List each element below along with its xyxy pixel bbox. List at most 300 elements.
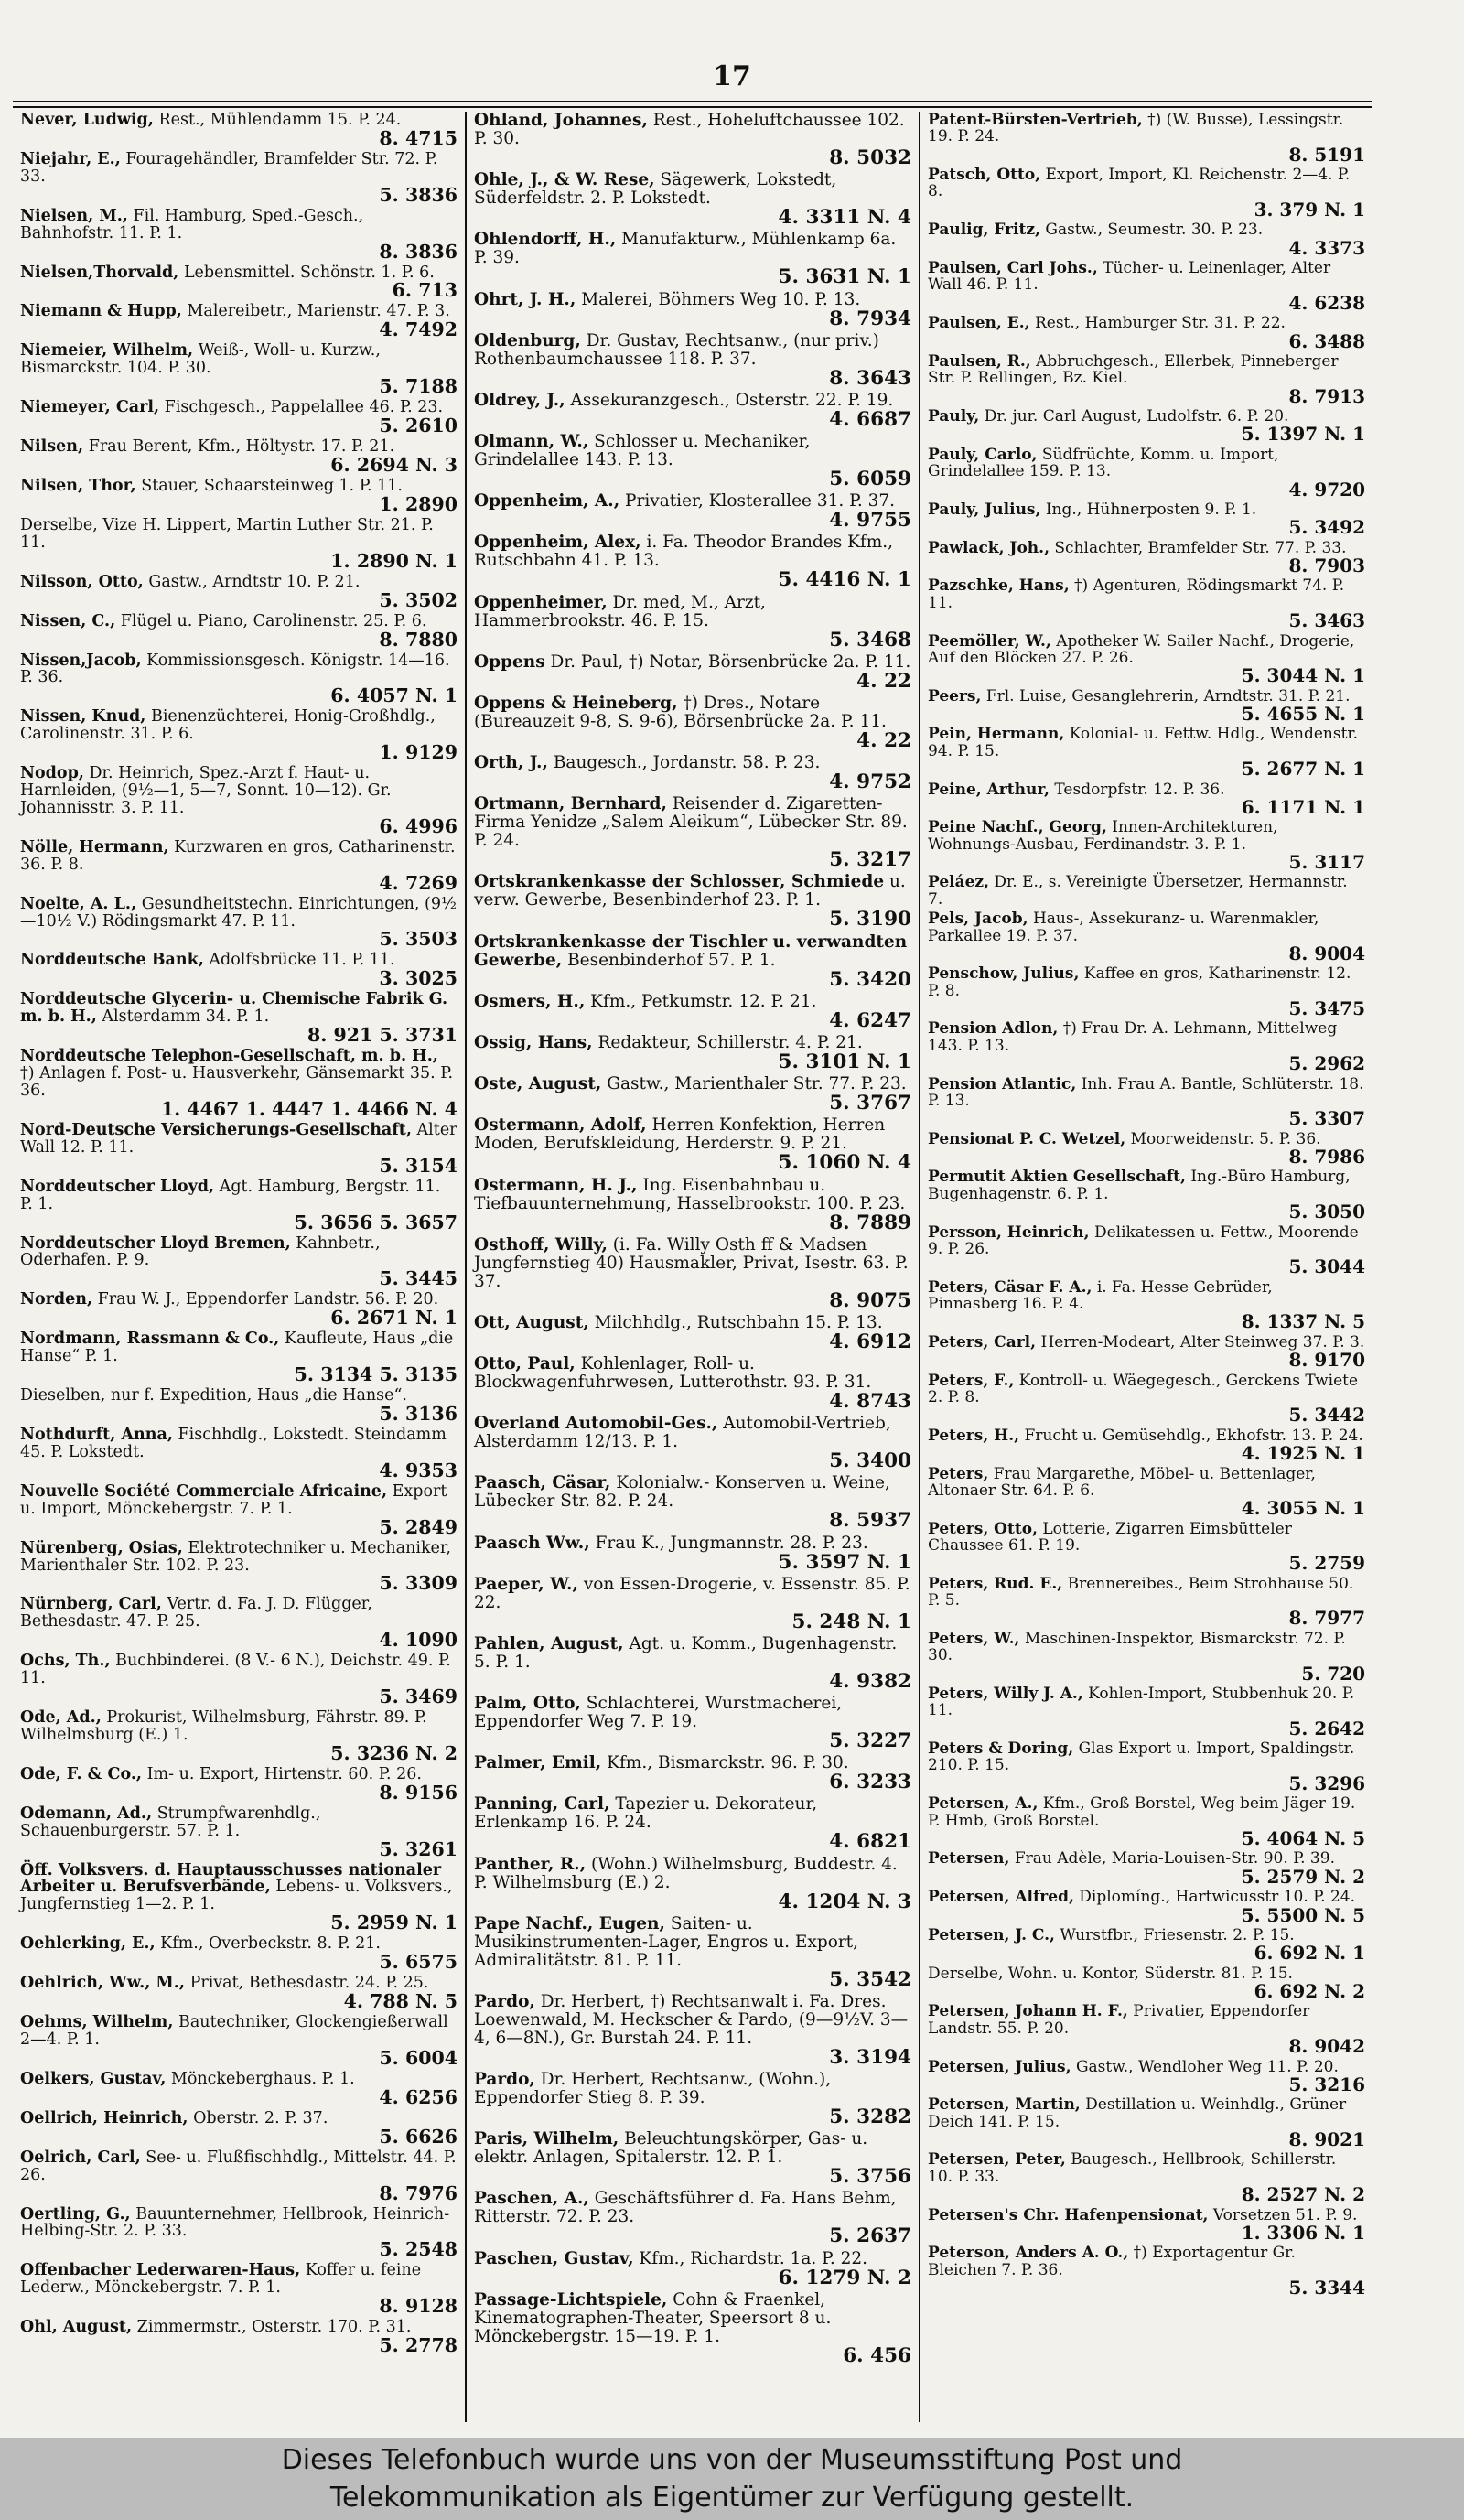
directory-entry (474, 594, 911, 653)
directory-entry (928, 1889, 1365, 1927)
directory-entry (928, 688, 1365, 727)
entry-name: Paasch Ww., (474, 1533, 590, 1553)
entry-name: Palmer, Emil, (474, 1753, 602, 1773)
entry-phone: 8. 9004 (1288, 942, 1365, 964)
entry-name: Peers, (928, 686, 982, 705)
entry-name: Oldenburg, (474, 330, 581, 350)
entry-phone: 4. 9353 (379, 1459, 458, 1481)
entry-phone: 5. 248 N. 1 (791, 1610, 911, 1633)
entry-phone: 6. 692 N. 1 (1254, 1942, 1365, 1965)
entry-name: Pazschke, Hans, (928, 576, 1070, 596)
directory-entry (474, 1695, 911, 1754)
entry-details: Saiten- u. Musikinstrumenten-Lager, Engros u. Export, Admiralitätstr. 81. P. 11. (474, 1913, 858, 1970)
directory-entry (474, 2071, 911, 2130)
entry-details: Stauer, Schaarsteinweg 1. P. 11. (141, 476, 403, 495)
directory-entry (20, 1483, 458, 1540)
entry-details: †) Frau Dr. A. Lehmann, Mittelweg 143. P. 13. (928, 1019, 1338, 1055)
entry-name: Niejahr, E., (20, 149, 121, 168)
directory-entry (474, 1116, 911, 1176)
directory-entry (20, 1179, 458, 1235)
directory-entry (928, 1740, 1365, 1795)
entry-details: Abbruchgesch., Ellerbek, Pinneberger Str. P. Rellingen, Bz. Kiel. (928, 351, 1339, 388)
entry-phone: 4. 22 (856, 669, 911, 693)
directory-entry (20, 1387, 458, 1427)
entry-details: Kfm., Richardstr. 1a. P. 22. (639, 2248, 868, 2268)
entry-name: Pauly, Carlo, (928, 445, 1038, 464)
directory-entry (474, 1535, 911, 1576)
entry-details: Kontroll- u. Wäegegesch., Gerckens Twiete 2. P. 8. (928, 1371, 1359, 1406)
entry-phone: 4. 3311 N. 4 (778, 206, 911, 230)
directory-entry (474, 1355, 911, 1415)
entry-phone: 8. 9170 (1288, 1349, 1365, 1372)
entry-phone: 5. 6004 (379, 2046, 458, 2069)
entry-details: Adolfsbrücke 11. P. 11. (209, 951, 395, 970)
entry-details: Kolonial- u. Fettw. Hdlg., Wendenstr. 94. P. 15. (928, 725, 1359, 760)
entry-details: Frau Adèle, Maria-Louisen-Str. 90. P. 39. (1014, 1849, 1335, 1868)
entry-details: Agt. Hamburg, Bergstr. 11. P. 1. (20, 1177, 441, 1213)
entry-details: Im- u. Export, Hirtenstr. 60. P. 26. (146, 1764, 422, 1783)
entry-name: Niemeyer, Carl, (20, 398, 160, 417)
entry-details: Destillation u. Weinhdlg., Grüner Deich 141. P. 15. (928, 2095, 1347, 2131)
entry-phone: 5. 3101 N. 1 (778, 1050, 911, 1073)
directory-entry (20, 438, 458, 478)
entry-phone: 8. 5032 (829, 145, 911, 169)
entry-phone: 8. 9042 (1288, 2035, 1365, 2058)
entry-details: Beleuchtungskörper, Gas- u. elektr. Anlagen, Spitalerstr. 12. P. 1. (474, 2129, 868, 2168)
entry-name: Pardo, (474, 2070, 535, 2090)
entry-details: Besenbinderhof 57. P. 1. (567, 950, 776, 970)
directory-entry (20, 517, 458, 574)
top-rule-thin (13, 106, 1372, 108)
entry-details: Bauunternehmer, Hellbrook, Heinrich-Helbing-Str. 2. P. 33. (20, 2204, 450, 2241)
directory-entry (474, 291, 911, 332)
entry-name: Panning, Carl, (474, 1794, 610, 1815)
footer-line-1: Dieses Telefonbuch wurde uns von der Museumsstiftung Post und (281, 2444, 1183, 2476)
entry-name: Peemöller, W., (928, 631, 1051, 651)
entry-details: Apotheker W. Sailer Nachf., Drogerie, Auf den Blöcken 27. P. 26. (928, 631, 1355, 667)
entry-phone: 5. 3217 (829, 848, 911, 872)
entry-name: Peine Nachf., Georg, (928, 818, 1107, 837)
directory-entry (20, 342, 458, 399)
directory-entry (20, 151, 458, 208)
entry-details: Lebens- u. Volksvers., Jungfernstieg 1—2. P. 1. (20, 1878, 453, 1914)
entry-name: Pauly, (928, 407, 980, 426)
entry-details: Kolonialw.- Konserven u. Weine, Lübecker Str. 82. P. 24. (474, 1473, 890, 1512)
directory-entry (20, 991, 458, 1048)
entry-name: Panther, R., (474, 1854, 587, 1874)
directory-entry (20, 1766, 458, 1805)
entry-phone: 4. 6912 (829, 1330, 911, 1353)
directory-entry (474, 433, 911, 492)
entry-phone: 6. 1279 N. 2 (778, 2266, 911, 2289)
entry-name: Pein, Hermann, (928, 725, 1065, 744)
entry-name: Ossig, Hans, (474, 1033, 593, 1052)
directory-entry (928, 1076, 1365, 1131)
entry-phone: 5. 7188 (379, 375, 458, 398)
entry-phone: 6. 4057 N. 1 (330, 684, 458, 707)
entry-details: Alter Wall 12. P. 11. (20, 1120, 458, 1157)
entry-phone: 5. 3492 (1288, 516, 1365, 539)
entry-name: Ortskrankenkasse der Tischler u. verwandten Gewerbe, (474, 932, 908, 970)
entry-details: Frau Berent, Kfm., Höltystr. 17. P. 21. (88, 437, 395, 457)
directory-entry (928, 819, 1365, 874)
directory-entry (474, 1635, 911, 1695)
entry-details: Sägewerk, Lokstedt, Süderfeldstr. 2. P. Lokstedt. (474, 170, 837, 209)
entry-name: Peters, Rud. E., (928, 1574, 1063, 1593)
entry-details: Dr. jur. Carl August, Ludolfstr. 6. P. 20. (984, 407, 1289, 426)
entry-details: Zimmermstr., Osterstr. 170. P. 31. (136, 2318, 412, 2337)
entry-phone: 5. 2548 (379, 2238, 458, 2261)
entry-phone: 5. 3656 5. 3657 (294, 1211, 458, 1233)
entry-phone: 8. 7976 (379, 2181, 458, 2204)
directory-entry (474, 933, 911, 993)
entry-phone: 1. 4467 1. 4447 1. 4466 N. 4 (160, 1097, 458, 1120)
entry-name: Öff. Volksvers. d. Hauptausschusses nationaler Arbeiter u. Berufsverbände, (20, 1860, 442, 1897)
entry-name: Otto, Paul, (474, 1354, 576, 1374)
entry-name: Pensionat P. C. Wetzel, (928, 1129, 1126, 1148)
entry-phone: 4. 8743 (829, 1390, 911, 1414)
entry-name: Passage-Lichtspiele, (474, 2289, 668, 2310)
entry-name: Nissen, Knud, (20, 707, 146, 727)
entry-details: Rest., Mühlendamm 15. P. 24. (158, 112, 402, 129)
entry-phone: 5. 3307 (1288, 1107, 1365, 1130)
directory-entry (928, 1927, 1365, 1965)
entry-details: Gastw., Seumestr. 30. P. 23. (1045, 221, 1264, 240)
directory-entry (928, 1131, 1365, 1169)
directory-entry (20, 208, 458, 264)
entry-phone: 5. 1397 N. 1 (1241, 423, 1365, 446)
directory-entry (928, 1795, 1365, 1850)
entry-details: Automobil-Vertrieb, Alsterdamm 12/13. P. 1. (474, 1414, 891, 1452)
entry-name: Petersen, Johann H. F., (928, 2002, 1128, 2021)
directory-entry (20, 1122, 458, 1179)
entry-details: Frau K., Jungmannstr. 28. P. 23. (595, 1533, 868, 1553)
entry-details: Dr. Herbert, Rechtsanw., (Wohn.), Eppendorfer Stieg 8. P. 39. (474, 2070, 832, 2108)
entry-phone: 5. 3227 (829, 1729, 911, 1753)
entry-name: Petersen, Alfred, (928, 1888, 1074, 1907)
entry-details: Elektrotechniker u. Mechaniker, Marienthaler Str. 102. P. 23. (20, 1538, 451, 1575)
directory-entry (928, 1521, 1365, 1576)
directory-entry (928, 167, 1365, 221)
entry-details: Kurzwaren en gros, Catharinenstr. 36. P. 8. (20, 837, 456, 874)
directory-entry (928, 781, 1365, 820)
entry-details: Lebensmittel. Schönstr. 1. P. 6. (183, 263, 435, 282)
entry-name: Oste, August, (474, 1074, 602, 1094)
directory-entry (928, 2245, 1365, 2299)
entry-phone: 5. 4064 N. 5 (1241, 1826, 1365, 1849)
entry-details: Herren-Modeart, Alter Steinweg 37. P. 3. (1040, 1332, 1365, 1352)
entry-name: Ott, August, (474, 1312, 589, 1332)
entry-name: Ortskrankenkasse der Schlosser, Schmiede (474, 872, 885, 892)
entry-details: †) (W. Busse), Lessingstr. 19. P. 24. (928, 112, 1344, 146)
directory-entry (474, 2250, 911, 2291)
directory-entry (20, 1862, 458, 1936)
directory-entry (20, 765, 458, 839)
entry-phone: 4. 22 (856, 728, 911, 752)
entry-name: Paulsen, Carl Johs., (928, 259, 1098, 278)
entry-name: Persson, Heinrich, (928, 1222, 1090, 1242)
directory-entry (928, 2096, 1365, 2151)
entry-phone: 5. 3261 (379, 1837, 458, 1860)
directory-entry (928, 2003, 1365, 2058)
directory-entry (474, 332, 911, 392)
entry-phone: 5. 4655 N. 1 (1241, 703, 1365, 726)
column-2 (467, 112, 920, 2422)
entry-phone: 4. 7269 (379, 871, 458, 894)
entry-name: Ostermann, H. J., (474, 1175, 638, 1195)
entry-name: Ostermann, Adolf, (474, 1115, 647, 1136)
footer-notice (0, 2438, 1464, 2520)
entry-name: Odemann, Ad., (20, 1804, 153, 1823)
entry-name: Ohl, August, (20, 2318, 133, 2337)
directory-entry (928, 501, 1365, 540)
entry-phone: 1. 3306 N. 1 (1241, 2221, 1365, 2244)
entry-details: Lotterie, Zigarren Eimsbütteler Chaussee 61. P. 19. (928, 1519, 1292, 1555)
entry-phone: 4. 3373 (1288, 236, 1365, 259)
entry-details: Haus-, Assekuranz- u. Warenmakler, Parkallee 19. P. 37. (928, 910, 1319, 945)
entry-phone: 6. 692 N. 2 (1254, 1980, 1365, 2003)
entry-phone: 5. 6575 (379, 1951, 458, 1974)
entry-name: Petersen, Peter, (928, 2150, 1066, 2170)
directory-entry (474, 754, 911, 795)
entry-name: Niemann & Hupp, (20, 302, 182, 321)
entry-phone: 5. 3445 (379, 1267, 458, 1290)
entry-details: Cohn & Fraenkel, Kinematographen-Theater, Speersort 8 u. Mönckebergstr. 15—19. P. 1. (474, 2289, 832, 2346)
entry-details: Tücher- u. Leinenlager, Alter Wall 46. P. 11. (928, 259, 1331, 295)
entry-name: Peláez, (928, 873, 990, 892)
entry-details: Gastw., Wendloher Weg 11. P. 20. (1075, 2057, 1339, 2076)
entry-details: Fischhdlg., Lokstedt. Steindamm 45. P. Lokstedt. (20, 1425, 447, 1461)
directory-entry (20, 1427, 458, 1483)
entry-name: Paulsen, R., (928, 351, 1031, 371)
directory-entry (928, 2059, 1365, 2097)
directory-entry (928, 1168, 1365, 1223)
entry-name: Peters, F., (928, 1371, 1015, 1390)
directory-entry (20, 2206, 458, 2263)
directory-entry (474, 1415, 911, 1474)
entry-details: u. verw. Gewerbe, Besenbinderhof 23. P. 1. (474, 872, 906, 910)
entry-name: Peters, Otto, (928, 1519, 1038, 1538)
entry-phone: 5. 3136 (379, 1402, 458, 1425)
entry-details: Derselbe, Vize H. Lippert, Martin Luther Str. 21. P. 11. (20, 515, 434, 552)
entry-name: Olmann, W., (474, 432, 589, 452)
directory-entry (474, 1075, 911, 1116)
directory-entry (20, 613, 458, 652)
entry-phone: 8. 1337 N. 5 (1241, 1310, 1365, 1333)
entry-phone: 5. 3344 (1288, 2277, 1365, 2299)
entry-phone: 5. 3767 (829, 1092, 911, 1115)
directory-entry (928, 1466, 1365, 1521)
directory-entry (20, 2149, 458, 2206)
entry-details: Maschinen-Inspektor, Bismarckstr. 72. P. 30. (928, 1629, 1346, 1665)
entry-phone: 5. 2959 N. 1 (330, 1912, 458, 1934)
entry-details: Kfm., Petkumstr. 12. P. 21. (590, 991, 817, 1011)
entry-name: Norddeutscher Lloyd, (20, 1177, 215, 1196)
entry-phone: 5. 4416 N. 1 (778, 568, 911, 592)
entry-details: See- u. Flußfischhdlg., Mittelstr. 44. P. 26. (20, 2148, 457, 2184)
entry-details: Flügel u. Piano, Carolinenstr. 25. P. 6. (120, 611, 427, 630)
column-3 (920, 112, 1372, 2422)
entry-phone: 5. 3134 5. 3135 (294, 1363, 458, 1386)
entry-phone: 5. 3542 (829, 1967, 911, 1991)
directory-entry (20, 1596, 458, 1653)
entry-name: Permutit Aktien Gesellschaft, (928, 1168, 1186, 1187)
entry-phone: 5. 2759 (1288, 1552, 1365, 1575)
entry-details: Manufakturw., Mühlenkamp 6a. P. 39. (474, 230, 897, 268)
entry-name: Nordmann, Rassmann & Co., (20, 1330, 280, 1349)
entry-phone: 5. 3190 (829, 908, 911, 932)
entry-details: i. Fa. Theodor Brandes Kfm., Rutschbahn 41. P. 13. (474, 533, 894, 571)
directory-entry (928, 1685, 1365, 1740)
entry-phone: 8. 2527 N. 2 (1241, 2183, 1365, 2206)
entry-details: Kaufleute, Haus „die Hanse“ P. 1. (20, 1330, 454, 1366)
entry-phone: 5. 3836 (379, 183, 458, 206)
entry-details: Kahnbetr., Oderhafen. P. 9. (20, 1233, 381, 1270)
page-number: 17 (713, 60, 751, 92)
entry-details: Koffer u. feine Lederw., Mönckebergstr. 7. P. 1. (20, 2261, 422, 2298)
entry-phone: 4. 788 N. 5 (343, 1990, 458, 2013)
entry-name: Oelkers, Gustav, (20, 2069, 167, 2088)
entry-phone: 5. 3309 (379, 1572, 458, 1595)
entry-details: Baugesch., Jordanstr. 58. P. 23. (553, 753, 821, 773)
entry-name: Ohle, J., & W. Rese, (474, 170, 655, 190)
entry-details: Malerei, Böhmers Weg 10. P. 13. (581, 289, 861, 309)
entry-details: Dr. Herbert, †) Rechtsanwalt i. Fa. Dres. Loewenwald, M. Heckscher & Pardo, (9—9½V. 3—4, 6—8N.), Gr. Burstah 24. P. 11. (474, 1991, 909, 2048)
entry-name: Peters, (928, 1464, 989, 1483)
entry-details: Alsterdamm 34. P. 1. (102, 1007, 270, 1027)
entry-details: Export u. Import, Mönckebergstr. 7. P. 1. (20, 1481, 447, 1518)
entry-details: Schlachter, Bramfelder Str. 77. P. 33. (1054, 538, 1347, 557)
entry-phone: 8. 7889 (829, 1211, 911, 1234)
entry-phone: 5. 3442 (1288, 1404, 1365, 1427)
entry-name: Nielsen,Thorvald, (20, 263, 179, 282)
directory-entry (20, 2319, 458, 2358)
entry-phone: 5. 3296 (1288, 1772, 1365, 1794)
directory-entry (928, 540, 1365, 578)
directory-columns (13, 112, 1372, 2422)
entry-details: Bautechniker, Glockengießerwall 2—4. P. 1. (20, 2013, 448, 2049)
directory-entry (474, 1993, 911, 2071)
entry-name: Petersen, (928, 1849, 1010, 1868)
entry-phone: 8. 4715 (379, 126, 458, 149)
directory-entry (928, 1373, 1365, 1427)
entry-phone: 4. 6821 (829, 1830, 911, 1854)
entry-phone: 5. 3468 (829, 628, 911, 652)
entry-name: Nielsen, M., (20, 206, 128, 225)
entry-details: Strumpfwarenhdlg., Schauenburgerstr. 57. P. 1. (20, 1804, 321, 1840)
directory-entry (474, 1576, 911, 1635)
directory-entry (20, 1975, 458, 2014)
entry-name: Ode, Ad., (20, 1708, 102, 1728)
entry-details: Brennereibes., Beim Strohhause 50. P. 5. (928, 1574, 1354, 1610)
directory-entry (474, 1856, 911, 1915)
entry-phone: 8. 7880 (379, 628, 458, 651)
entry-phone: 5. 3631 N. 1 (778, 265, 911, 289)
entry-name: Orth, J., (474, 753, 548, 773)
entry-name: Norden, (20, 1290, 93, 1309)
directory-entry (928, 221, 1365, 260)
entry-details: Malereibetr., Marienstr. 47. P. 3. (187, 302, 450, 321)
entry-details: Baugesch., Hellbrook, Schillerstr. 10. P. 33. (928, 2150, 1337, 2186)
directory-entry (474, 1034, 911, 1075)
entry-details: Geschäftsführer d. Fa. Hans Behm, Ritterstr. 72. P. 23. (474, 2189, 897, 2227)
directory-entry (928, 1334, 1365, 1373)
entry-name: Norddeutscher Lloyd Bremen, (20, 1233, 291, 1253)
entry-phone: 5. 2962 (1288, 1052, 1365, 1075)
entry-name: Ohrt, J. H., (474, 289, 576, 309)
entry-details: Frucht u. Gemüsehdlg., Ekhofstr. 13. P. 24. (1024, 1426, 1363, 1445)
directory-entry (928, 315, 1365, 353)
entry-phone: 1. 2890 N. 1 (330, 549, 458, 572)
directory-entry (20, 1048, 458, 1122)
directory-entry (20, 1653, 458, 1709)
entry-name: Petersen, J. C., (928, 1925, 1055, 1944)
entry-name: Peters, Willy J. A., (928, 1685, 1083, 1703)
entry-details: Kaffee en gros, Katharinenstr. 12. P. 8. (928, 964, 1351, 1000)
entry-phone: 5. 2637 (829, 2224, 911, 2248)
directory-entry (928, 112, 1365, 167)
directory-entry (20, 2110, 458, 2149)
entry-name: Petersen, Julius, (928, 2057, 1071, 2076)
entry-phone: 5. 2610 (379, 415, 458, 437)
entry-phone: 5. 3154 (379, 1154, 458, 1177)
entry-name: Oehms, Wilhelm, (20, 2013, 174, 2032)
entry-name: Oppenheim, A., (474, 491, 620, 512)
entry-phone: 6. 2671 N. 1 (330, 1307, 458, 1330)
entry-phone: 5. 3236 N. 2 (330, 1741, 458, 1764)
entry-phone: 8. 3836 (379, 240, 458, 263)
entry-details: Fouragehändler, Bramfelder Str. 72. P. 33. (20, 149, 438, 186)
entry-name: Paris, Wilhelm, (474, 2129, 619, 2149)
directory-entry (928, 1631, 1365, 1685)
entry-details: Tapezier u. Dekorateur, Erlenkamp 16. P. 24. (474, 1794, 818, 1833)
entry-phone: 5. 2579 N. 2 (1241, 1865, 1365, 1888)
entry-phone: 5. 3044 (1288, 1255, 1365, 1278)
entry-name: Norddeutsche Bank, (20, 951, 204, 970)
entry-details: Mönckeberghaus. P. 1. (170, 2069, 355, 2088)
entry-name: Peters, Cäsar F. A., (928, 1277, 1093, 1297)
entry-name: Petersen, Martin, (928, 2095, 1081, 2115)
entry-details: Dieselben, nur f. Expedition, Haus „die Hanse“. (20, 1386, 407, 1405)
directory-entry (474, 392, 911, 433)
directory-entry (928, 2151, 1365, 2206)
directory-entry (20, 2014, 458, 2071)
directory-entry (474, 795, 911, 873)
entry-details: Moorweidenstr. 5. P. 36. (1130, 1129, 1321, 1148)
entry-name: Nissen,Jacob, (20, 651, 142, 670)
entry-details: Derselbe, Wohn. u. Kontor, Süderstr. 81. P. 15. (928, 1964, 1293, 1983)
entry-name: Peine, Arthur, (928, 780, 1050, 799)
entry-name: Petersen's Chr. Hafenpensionat, (928, 2205, 1209, 2224)
entry-details: Kfm., Bismarckstr. 96. P. 30. (607, 1753, 849, 1773)
directory-entry (474, 1474, 911, 1534)
entry-details: Diplomíng., Hartwicusstr 10. P. 24. (1079, 1888, 1355, 1907)
entry-details: Privatier, Klosterallee 31. P. 37. (625, 491, 896, 512)
entry-phone: 8. 7977 (1288, 1607, 1365, 1630)
entry-name: Peterson, Anders A. O., (928, 2244, 1129, 2263)
entry-details: †) Dres., Notare (Bureauzeit 9-8, S. 9-6), Börsenbrücke 2a. P. 11. (474, 693, 887, 731)
entry-name: Pahlen, August, (474, 1633, 624, 1653)
entry-details: Rest., Hamburger Str. 31. P. 22. (1034, 314, 1286, 333)
entry-phone: 6. 1171 N. 1 (1241, 795, 1365, 818)
entry-details: Gastw., Marienthaler Str. 77. P. 23. (607, 1074, 907, 1094)
directory-entry (20, 2071, 458, 2110)
entry-details: †) Exportagentur Gr. Bleichen 7. P. 36. (928, 2244, 1296, 2279)
entry-details: Milchhdlg., Rutschbahn 15. P. 13. (594, 1312, 883, 1332)
entry-name: Nouvelle Société Commerciale Africaine, (20, 1481, 388, 1501)
entry-name: Nilsson, Otto, (20, 572, 144, 591)
entry-phone: 8. 921 5. 3731 (307, 1024, 458, 1047)
